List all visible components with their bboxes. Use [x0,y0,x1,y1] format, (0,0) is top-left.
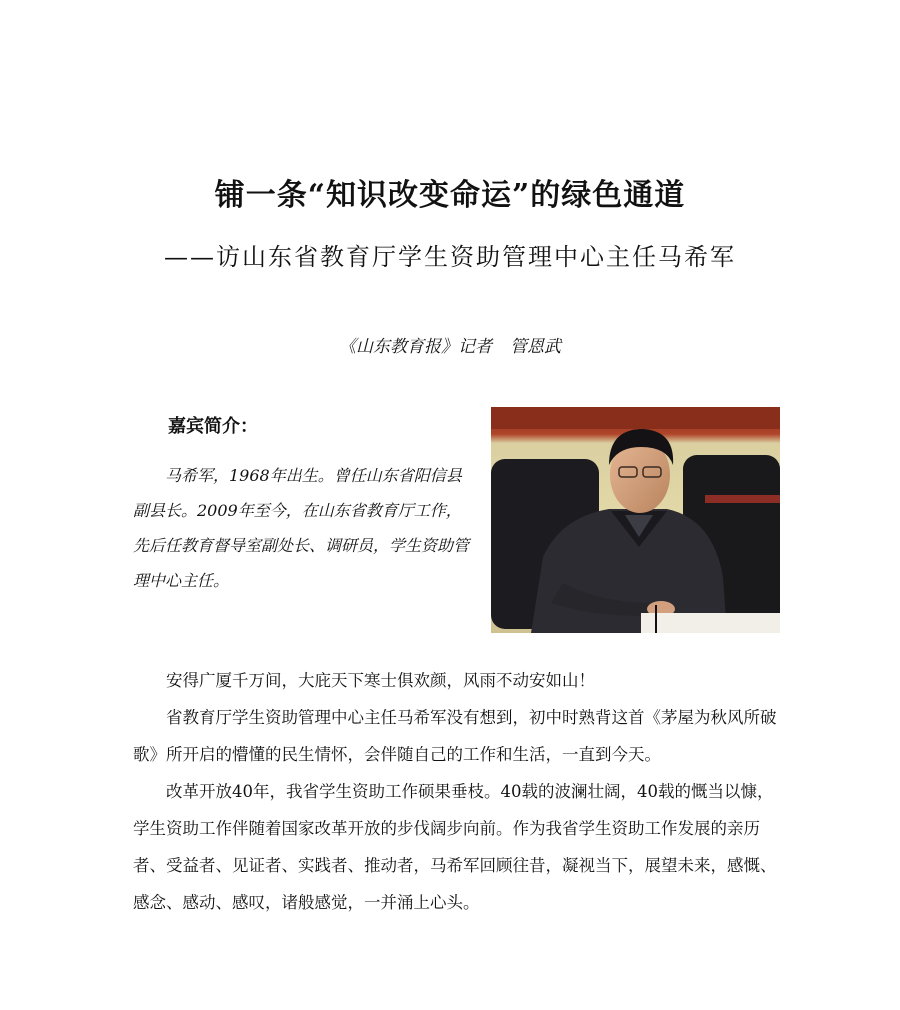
article-title: 铺一条“知识改变命运”的绿色通道 [214,178,686,213]
byline-source: 《山东教育报》记者 [339,337,492,357]
body-paragraph: 安得广厦千万间，大庇天下寒士俱欢颜，风雨不动安如山！ [166,671,595,690]
photo-ceiling-band [491,407,780,429]
guest-photo [491,407,780,633]
article-body [133,662,780,921]
guest-bio-text: 马希军，1968年出生。曾任山东省阳信县副县长。2009年至今，在山东省教育厅工作，先后任教育督导室副处长、调研员，学生资助管理中心主任。 [133,466,470,590]
guest-heading: 嘉宾简介： [168,416,258,437]
byline-author: 管恩武 [510,337,561,357]
byline [0,334,900,360]
body-paragraph: 改革开放40年，我省学生资助工作硕果垂枝。40载的波澜壮阔，40载的慨当以慷，学生资助工作伴随着国家改革开放的步伐阔步向前。作为我省学生资助工作发展的亲历者、受益者、见证者、实践者、推动者，马希军回顾往昔，凝视当下，展望未来，感慨、感念、感动、感叹，诸般感觉，一并涌上心头。 [133,782,777,912]
article-subtitle: ——访山东省教育厅学生资助管理中心主任马希军 [164,243,736,271]
photo-paper [641,613,780,633]
photo-chair-highlight [705,495,780,503]
photo-pen [655,605,657,633]
guest-bio [133,458,471,598]
body-paragraph: 省教育厅学生资助管理中心主任马希军没有想到，初中时熟背这首《茅屋为秋风所破歌》所开启的懵懂的民生情怀，会伴随自己的工作和生活，一直到今天。 [133,708,777,764]
